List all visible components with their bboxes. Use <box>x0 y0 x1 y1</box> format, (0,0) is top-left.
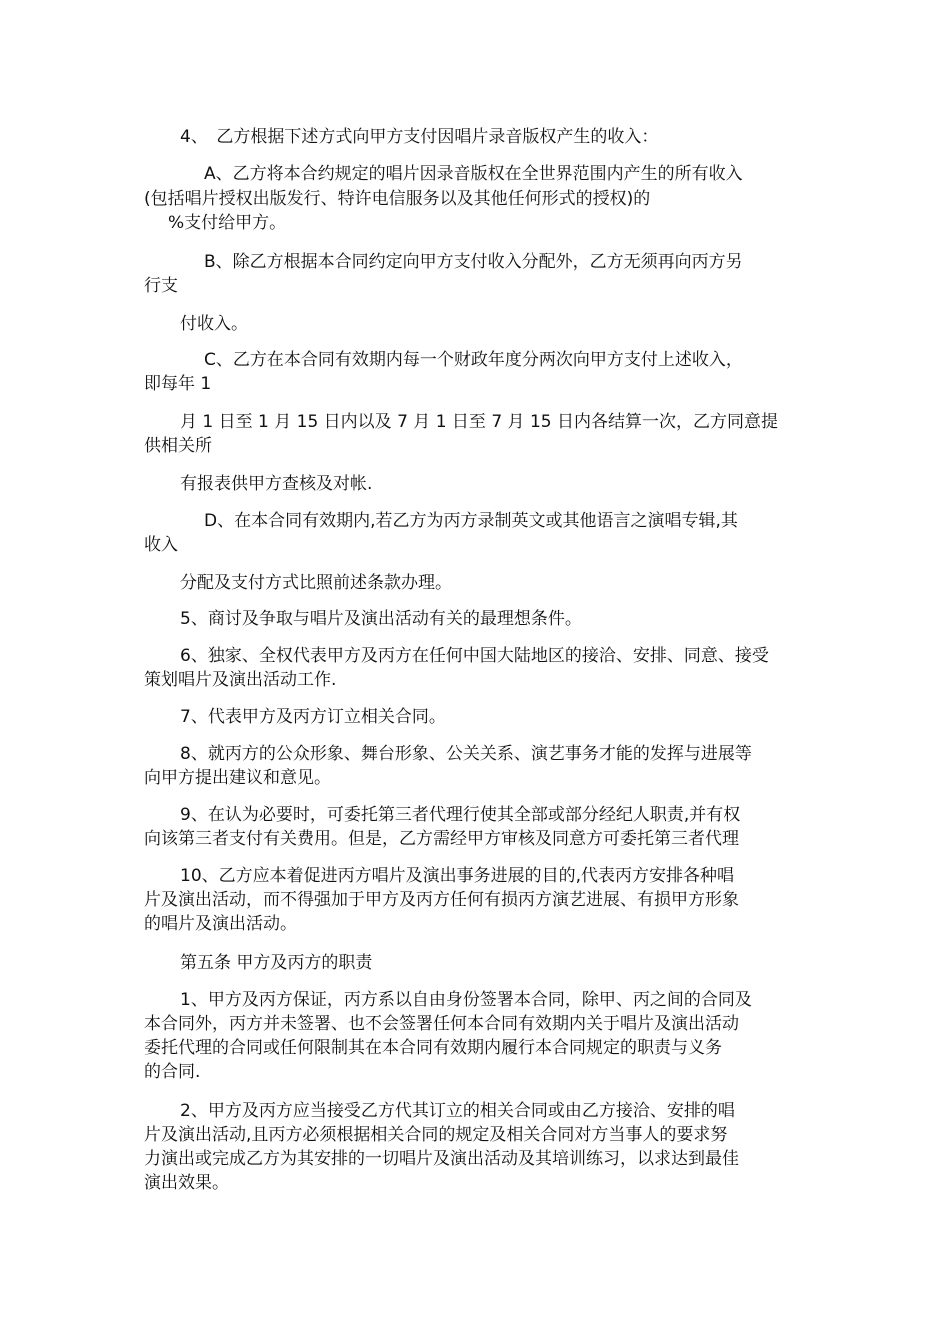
text-line: 1、甲方及丙方保证，丙方系以自由身份签署本合同，除甲、丙之间的合同及 <box>180 990 752 1010</box>
text-line: 8、就丙方的公众形象、舞台形象、公关关系、演艺事务才能的发挥与进展等 <box>180 744 752 764</box>
text-line: D、在本合同有效期内,若乙方为丙方录制英文或其他语言之演唱专辑,其 <box>204 511 738 531</box>
text-line: 委托代理的合同或任何限制其在本合同有效期内履行本合同规定的职责与义务 <box>144 1038 722 1058</box>
text-line: 供相关所 <box>144 436 212 456</box>
text-line: 付收入。 <box>180 314 248 334</box>
text-line: 力演出或完成乙方为其安排的一切唱片及演出活动及其培训练习，以求达到最佳 <box>144 1149 739 1169</box>
text-line: %支付给甲方。 <box>168 213 287 233</box>
text-line: 2、甲方及丙方应当接受乙方代其订立的相关合同或由乙方接洽、安排的唱 <box>180 1101 735 1121</box>
text-line: 本合同外，丙方并未签署、也不会签署任何本合同有效期内关于唱片及演出活动 <box>144 1014 739 1034</box>
text-line: 的合同. <box>144 1062 201 1082</box>
text-line: 4、 乙方根据下述方式向甲方支付因唱片录音版权产生的收入： <box>180 127 659 147</box>
section-heading: 第五条 甲方及丙方的职责 <box>180 953 373 973</box>
text-line: 演出效果。 <box>144 1173 229 1193</box>
text-line: 月 1 日至 1 月 15 日内以及 7 月 1 日至 7 月 15 日内各结算一次，乙方同意提 <box>180 412 778 432</box>
text-line: 收入 <box>144 535 178 555</box>
text-line: 策划唱片及演出活动工作. <box>144 670 337 690</box>
text-line: A、乙方将本合约规定的唱片因录音版权在全世界范围内产生的所有收入 <box>204 164 743 184</box>
text-line: 的唱片及演出活动。 <box>144 914 297 934</box>
text-line: 片及演出活动，而不得强加于甲方及丙方任何有损丙方演艺进展、有损甲方形象 <box>144 890 739 910</box>
text-line: (包括唱片授权出版发行、特许电信服务以及其他任何形式的授权)的 <box>144 189 651 209</box>
text-line: 向甲方提出建议和意见。 <box>144 768 331 788</box>
text-line: 即每年 1 <box>144 374 212 394</box>
text-line: 片及演出活动,且丙方必须根据相关合同的规定及相关合同对方当事人的要求努 <box>144 1125 728 1145</box>
text-line: 10、乙方应本着促进丙方唱片及演出事务进展的目的,代表丙方安排各种唱 <box>180 866 735 886</box>
text-line: 有报表供甲方查核及对帐. <box>180 474 373 494</box>
text-line: 分配及支付方式比照前述条款办理。 <box>180 573 452 593</box>
text-line: C、乙方在本合同有效期内每一个财政年度分两次向甲方支付上述收入， <box>204 350 743 370</box>
text-line: 向该第三者支付有关费用。但是，乙方需经甲方审核及同意方可委托第三者代理 <box>144 829 739 849</box>
text-line: 7、代表甲方及丙方订立相关合同。 <box>180 707 446 727</box>
text-line: 6、独家、全权代表甲方及丙方在任何中国大陆地区的接洽、安排、同意、接受 <box>180 646 769 666</box>
text-line: B、除乙方根据本合同约定向甲方支付收入分配外，乙方无须再向丙方另 <box>204 252 743 272</box>
text-line: 行支 <box>144 276 178 296</box>
text-line: 5、商讨及争取与唱片及演出活动有关的最理想条件。 <box>180 609 582 629</box>
text-line: 9、在认为必要时，可委托第三者代理行使其全部或部分经纪人职责,并有权 <box>180 805 741 825</box>
